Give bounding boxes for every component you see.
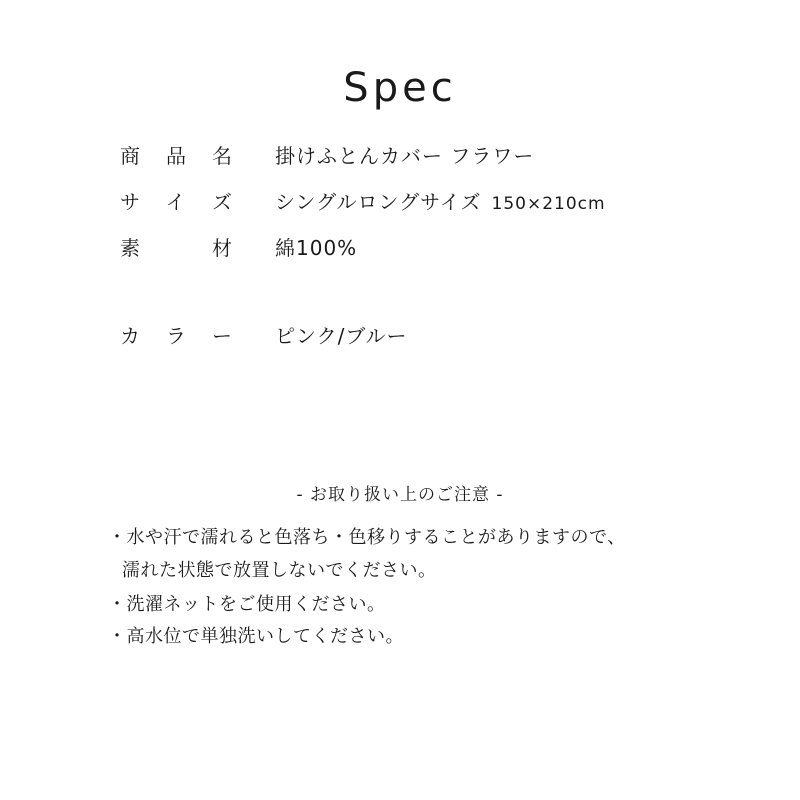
spec-value-size-dimensions: 150×210cm: [491, 194, 606, 214]
spec-label-size: サイズ: [120, 190, 232, 214]
spec-value-color: ピンク/ブルー: [275, 324, 408, 348]
spec-value-product-name: 掛けふとんカバー フラワー: [275, 144, 535, 168]
spec-value-size-wrapper: [275, 187, 606, 219]
care-note-line: ・洗濯ネットをご使用ください。: [108, 594, 386, 615]
care-note-line: 濡れた状態で放置しないでください。: [122, 560, 437, 581]
care-note-line: ・水や汗で濡れると色落ち・色移りすることがありますので、: [108, 527, 626, 548]
spec-title: Spec: [343, 65, 457, 111]
spec-label-product-name: 商品名: [120, 144, 232, 168]
care-notes-heading: - お取り扱い上のご注意 -: [296, 485, 504, 505]
spec-value-material: 綿100%: [275, 236, 358, 260]
spec-label-material: 素材: [120, 236, 232, 260]
spec-label-color: カラー: [120, 324, 232, 348]
spec-value-size: シングルロングサイズ: [275, 190, 482, 214]
care-note-line: ・高水位で単独洗いしてください。: [108, 626, 404, 647]
